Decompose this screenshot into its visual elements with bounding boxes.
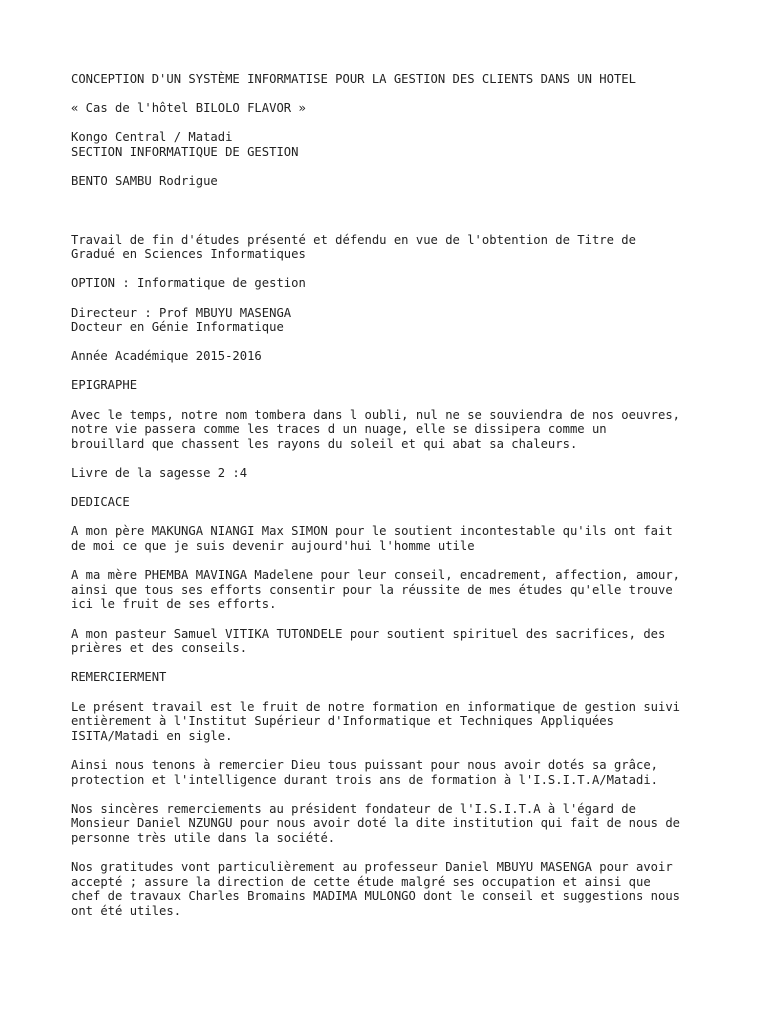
document-title: CONCEPTION D'UN SYSTÈME INFORMATISE POUR LA GESTION DES CLIENTS DANS UN HOTEL [71, 72, 636, 86]
thanks-line: Nos sincères remerciements au président fondateur de l'I.S.I.T.A à l'égard de [71, 801, 636, 816]
thanks-paragraph [71, 758, 728, 787]
dedication-line: A mon père MAKUNGA NIANGI Max SIMON pour le soutient incontestable qu'ils ont fait [71, 524, 673, 539]
epigraph-line: brouillard que chassent les rayons du soleil et qui abat sa chaleurs. [71, 436, 578, 451]
thanks-line: Ainsi nous tenons à remercier Dieu tous puissant pour nous avoir dotés sa grâce, [71, 757, 658, 772]
thanks-paragraph [71, 802, 728, 846]
location-line: Kongo Central / Matadi [71, 130, 233, 145]
epigraph-line: notre vie passera comme les traces d un nuage, elle se dissipera comme un [71, 422, 607, 437]
thanks-line: accepté ; assure la direction de cette étude malgré ses occupation et ainsi que [71, 874, 651, 889]
thanks-line: Le présent travail est le fruit de notre formation en informatique de gestion suivi [71, 699, 681, 714]
author-name: BENTO SAMBU Rodrigue [71, 174, 218, 189]
thanks-line: ISITA/Matadi en sigle. [71, 728, 233, 743]
thanks-paragraph [71, 860, 728, 918]
dedication-paragraph [71, 524, 728, 553]
document-subtitle: « Cas de l'hôtel BILOLO FLAVOR » [71, 101, 306, 116]
epigraph-source: Livre de la sagesse 2 :4 [71, 466, 248, 481]
thanks-heading: REMERCIERMENT [71, 670, 167, 685]
thanks-line: entièrement à l'Institut Supérieur d'Informatique et Techniques Appliquées [71, 714, 614, 729]
spacer [71, 203, 728, 232]
thanks-paragraph [71, 700, 728, 744]
thanks-line: Nos gratitudes vont particulièrement au professeur Daniel MBUYU MASENGA pour avoir [71, 860, 673, 875]
thanks-line: protection et l'intelligence durant trois ans de formation à l'I.S.I.T.A/Matadi. [71, 772, 658, 787]
location-block [71, 130, 728, 159]
dedication-line: A ma mère PHEMBA MAVINGA Madelene pour leur conseil, encadrement, affection, amour, [71, 568, 681, 583]
thanks-line: Monsieur Daniel NZUNGU pour nous avoir doté la dite institution qui fait de nous de [71, 816, 681, 831]
thesis-line: Gradué en Sciences Informatiques [71, 247, 306, 262]
epigraph-line: Avec le temps, notre nom tombera dans l oubli, nul ne se souviendra de nos oeuvres, [71, 407, 681, 422]
section-line: SECTION INFORMATIQUE DE GESTION [71, 144, 299, 159]
director-title-line: Docteur en Génie Informatique [71, 320, 284, 335]
thanks-line: personne très utile dans la société. [71, 830, 336, 845]
director-block [71, 306, 728, 335]
epigraph-heading: EPIGRAPHE [71, 378, 138, 393]
thanks-line: chef de travaux Charles Bromains MADIMA MULONGO dont le conseil et suggestions nous [71, 889, 681, 904]
director-line: Directeur : Prof MBUYU MASENGA [71, 305, 292, 320]
dedication-line: ainsi que tous ses efforts consentir pour la réussite de mes études qu'elle trouve [71, 582, 673, 597]
dedication-line: A mon pasteur Samuel VITIKA TUTONDELE pour soutient spirituel des sacrifices, des [71, 626, 666, 641]
thesis-statement [71, 233, 728, 262]
academic-year: Année Académique 2015-2016 [71, 349, 262, 364]
dedication-paragraph [71, 568, 728, 612]
dedication-line: de moi ce que je suis devenir aujourd'hui l'homme utile [71, 539, 475, 553]
thanks-line: ont été utiles. [71, 903, 182, 918]
dedication-paragraph [71, 627, 728, 656]
thesis-line: Travail de fin d'études présenté et défendu en vue de l'obtention de Titre de [71, 232, 636, 247]
epigraph-text [71, 408, 728, 452]
dedication-line: ici le fruit de ses efforts. [71, 597, 277, 612]
option-line: OPTION : Informatique de gestion [71, 276, 306, 291]
dedication-heading: DEDICACE [71, 495, 130, 510]
dedication-line: prières et des conseils. [71, 641, 248, 656]
